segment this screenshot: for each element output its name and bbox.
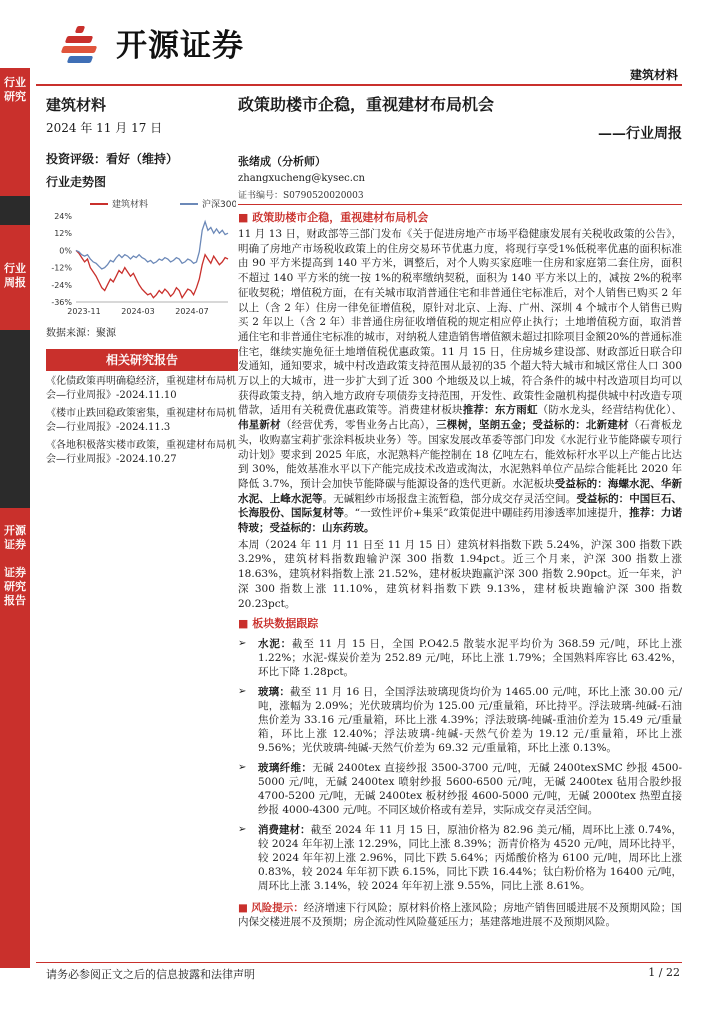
section-policy-heading [238, 209, 682, 225]
y-tick-label: 12% [54, 229, 72, 239]
item-text: 截至 2024 年 11 月 15 日，原油价格为 82.96 美元/桶，周环比上涨 0.74%，较 2024 年年初上涨 12.29%，同比上涨 8.39%；沥青价格为 4520 元/吨，周环比持平，较 2024 年年初上涨 2.96%，同比下跌 5.64%；丙烯酸价格为 6100 元/吨，周环比上涨 0.83%，较 2024 年年初下跌 6.15%，同比下跌 16.44%；钛白粉价格为 16400 元/吨，周环比上涨 3.14%，较 2024 年年初上涨 9.55%，同比上涨 8.61%。 [258, 824, 682, 893]
bold-run: 受益标的：中国巨石、长海股份、国际复材等 [238, 492, 683, 520]
related-reports-header: 相关研究报告 [46, 349, 238, 371]
data-item-cement [238, 637, 682, 679]
footer-disclaimer[interactable]: 请务必参阅正文之后的信息披露和法律声明 [46, 968, 255, 981]
report-subtitle: ——行业周报 [598, 126, 682, 142]
item-text: 无碱 2400tex 直接纱报 3500-3700 元/吨，无碱 2400texSMC 纱报 4500-5000 元/吨，无碱 2400tex 喷射纱报 5600-6500 元/吨，无碱 2400tex 毡用合股纱报 4700-5200 元/吨，无碱 2400tex 板材纱报 4600-5000 元/吨，无碱 2000tex 热塑直接纱报 4000-4300 元/吨。不同区域价格或有差异，实际成交存灵活空间。 [258, 762, 683, 817]
x-tick-label: 2023-11 [67, 307, 101, 316]
related-report-item[interactable]: 《各地积极落实楼市政策，重视建材布局机会—行业周报》-2024.10.27 [46, 440, 236, 465]
data-item-fiberglass [238, 761, 682, 817]
item-label: 玻璃纤维： [258, 762, 313, 775]
series-line [76, 222, 228, 269]
risk-text: 经济增速下行风险；原材料价格上涨风险；房地产销售回暖进展不及预期风险；国内保交楼进展不及预期；房企流动性风险蔓延压力；基建落地进展不及预期风险。 [238, 902, 682, 929]
footer-divider [36, 962, 682, 963]
y-tick-label: 24% [54, 212, 72, 221]
logo-mark-icon [62, 20, 108, 64]
bold-run: 推荐：东方雨虹 [462, 404, 538, 417]
data-item-glass [238, 685, 682, 755]
text-run: （防水龙头，经营结构优化）、 [537, 404, 683, 417]
header-category: 建筑材料 [629, 68, 678, 82]
y-tick-label: -24% [51, 280, 72, 290]
item-label: 消费建材： [258, 824, 311, 837]
analyst-name: 张绪成（分析师） [238, 155, 326, 168]
trend-chart [46, 196, 236, 322]
text-run: 。无碱粗纱市场报盘主流暂稳，部分成交存灵活空间。 [322, 492, 577, 505]
text-run: 。“一致性评价+集采”政策促进中硼硅药用渗透率加速提升， [344, 507, 630, 520]
y-tick-label: 0% [59, 246, 72, 256]
data-item-consumer-materials [238, 823, 682, 893]
risk-warning [238, 901, 682, 929]
report-date: 2024 年 11 月 17 日 [46, 121, 163, 135]
analyst-email[interactable]: zhangxucheng@kysec.cn [238, 173, 365, 184]
arrow-bullet-icon: ➢ [238, 686, 247, 698]
company-logo [62, 18, 244, 66]
section-data-heading [238, 615, 682, 631]
bold-run: 三棵树，坚朗五金；受益标的：北新建材 [436, 419, 629, 432]
bold-run: 伟星新材 [238, 419, 281, 432]
square-bullet-icon: ■ [238, 902, 252, 915]
chart-source: 数据来源：聚源 [46, 328, 116, 339]
item-label: 玻璃： [258, 686, 291, 699]
sidebar-text-bottom: 开源 证券 证券 研究 报告 [4, 524, 26, 607]
logo-text: 开源证券 [116, 27, 244, 64]
risk-label: 风险提示： [251, 902, 304, 915]
square-bullet-icon: ■ [238, 211, 253, 224]
related-report-item[interactable]: 《化债政策再明确稳经济，重视建材布局机会—行业周报》-2024.11.10 [46, 376, 236, 401]
arrow-bullet-icon: ➢ [238, 824, 247, 836]
investment-rating: 投资评级：看好（维持） [46, 152, 179, 166]
x-tick-label: 2024-07 [175, 307, 209, 316]
trend-chart-title: 行业走势图 [46, 175, 107, 189]
bold-run: 受益标的：海螺水泥、华新水泥、上峰水泥等 [238, 477, 682, 505]
item-text: 截至 11 月 15 日，全国 P.O42.5 散装水泥平均价为 368.59 元/吨，环比上涨 1.22%；水泥-煤炭价差为 252.89 元/吨，环比上涨 1.79%；全国熟料库容比 63.42%，环比下降 1.28pct。 [258, 638, 683, 679]
y-tick-label: -36% [51, 298, 72, 307]
arrow-bullet-icon: ➢ [238, 762, 247, 774]
square-bullet-icon: ■ [238, 617, 253, 631]
sidebar-text-top: 行业 研究 [4, 76, 26, 103]
left-column [46, 94, 236, 467]
legend-label: 建筑材料 [112, 200, 149, 210]
related-report-item[interactable]: 《楼市止跌回稳政策密集，重视建材布局机会—行业周报》-2024.11.3 [46, 408, 236, 433]
text-run: 11 月 13 日，财政部等三部门发布《关于促进房地产市场平稳健康发展有关税收政策的公告》，明确了房地产市场税收政策上的住房交易环节优惠力度，将现行享受1%低税率优惠的面积标准由 90 平方米提高到 140 平方米，调整后，对个人购买家庭唯一住房和家庭第二套住房，面积不超过 140 平方米的统一按 1%的税率缴纳契税，面积为 140 平方米以上的，减按 2%的税率征收契税；增值税方面，在有关城市取消普通住宅和非普通住宅标准后，对个人销售已购买 2 年以上（含 2 年）住房一律免征增值税，原针对北京、上海、广州、深圳 4 个城市个人销售已购买 2 年以上（含 2 年）非普通住房征收增值税的规定相应停止执行；土地增值税方面，取消普通住宅和非普通住宅标准的城市，对纳税人建造销售增值额未超过扣除项目金额20%的普通标准住宅，继续实施免征土地增值税优惠政策。11 月 15 日，住房城乡建设部、财政部近日联合印发通知，通知要求，城中村改造政策支持范围从最初的35 个超大特大城市和城区常住人口 300 万以上的大城市，进一步扩大到了近 300 个地级及以上城，符合条件的城中村改造项目均可以获得政策支持，纳入地方政府专项债券支持范围，开发性、政策性金融机构提供城中村改造专项借款，适用有关税费优惠政策等。消费建材板块 [238, 228, 682, 417]
section-policy-title: 政策助楼市企稳，重视建材布局机会 [252, 211, 429, 224]
item-label: 水泥： [258, 638, 293, 651]
main-content [238, 92, 682, 929]
section-data-title: 板块数据跟踪 [252, 617, 319, 631]
x-tick-label: 2024-03 [121, 307, 155, 316]
index-paragraph: 本周（2024 年 11 月 11 日至 11 月 15 日）建筑材料指数下跌 5.24%，沪深 300 指数下跌 3.29%，建筑材料指数跑输沪深 300 指数 1.94pct。近三个月来，沪深 300 指数上涨 18.63%，建筑材料指数上涨 21.52%，建材板块跑赢沪深 300 指数 2.90pct。近一年来，沪深 300 指数上涨 11.10%，建筑材料指数下跌 9.13%，建材板块跑输沪深 300 指数 20.23pct。 [238, 538, 682, 610]
item-text: 截至 11 月 16 日，全国浮法玻璃现货均价为 1465.00 元/吨，环比上涨 30.00 元/吨，涨幅为 2.09%；光伏玻璃均价为 125.00 元/重量箱，环比持平。浮法玻璃-纯碱-石油焦价差为 33.16 元/重量箱，环比上涨 4.39%；浮法玻璃-纯碱-重油价差为 15.49 元/重量箱，环比上涨 12.40%；浮法玻璃-纯碱-天然气价差为 19.12 元/重量箱，环比上涨 9.56%；光伏玻璃-纯碱-天然气价差为 69.32 元/重量箱，环比上涨 0.13%。 [258, 686, 682, 755]
text-run: 等。国家发展改革委等部门印发《水泥行业节能降碳专项行动计划》要求到 2025 年底，水泥熟料产能控制在 18 亿吨左右，能效标杆水平以上产能占比达到 30%，能效基准水平以下产能完成技术改造或淘汰，水泥熟料单位产品综合能耗比 2020 年降低 3.7%，预计会加快节能降碳与能源设备的迭代更新。水泥板块 [238, 433, 683, 490]
arrow-bullet-icon: ➢ [238, 638, 247, 650]
bold-run: 推荐：力诺特玻；受益标的：山东药玻。 [238, 507, 683, 535]
page-number: 1 / 22 [648, 966, 680, 979]
legend-label: 沪深300 [202, 200, 236, 210]
sector-name: 建筑材料 [46, 96, 107, 114]
sidebar-text-middle: 行业 周报 [4, 262, 26, 289]
series-line [76, 250, 228, 297]
report-title: 政策助楼市企稳，重视建材布局机会 [238, 95, 495, 114]
analyst-cert: 证书编号：S0790520020003 [238, 188, 682, 205]
text-run: （经营优秀，零售业务占比高）， [280, 419, 437, 432]
trend-chart-svg [46, 196, 236, 322]
header-divider [36, 84, 682, 86]
policy-paragraph [238, 227, 682, 536]
y-tick-label: -12% [51, 263, 72, 273]
text-run: （石膏板龙头，收购嘉宝莉扩张涂料板块业务） [238, 419, 683, 446]
